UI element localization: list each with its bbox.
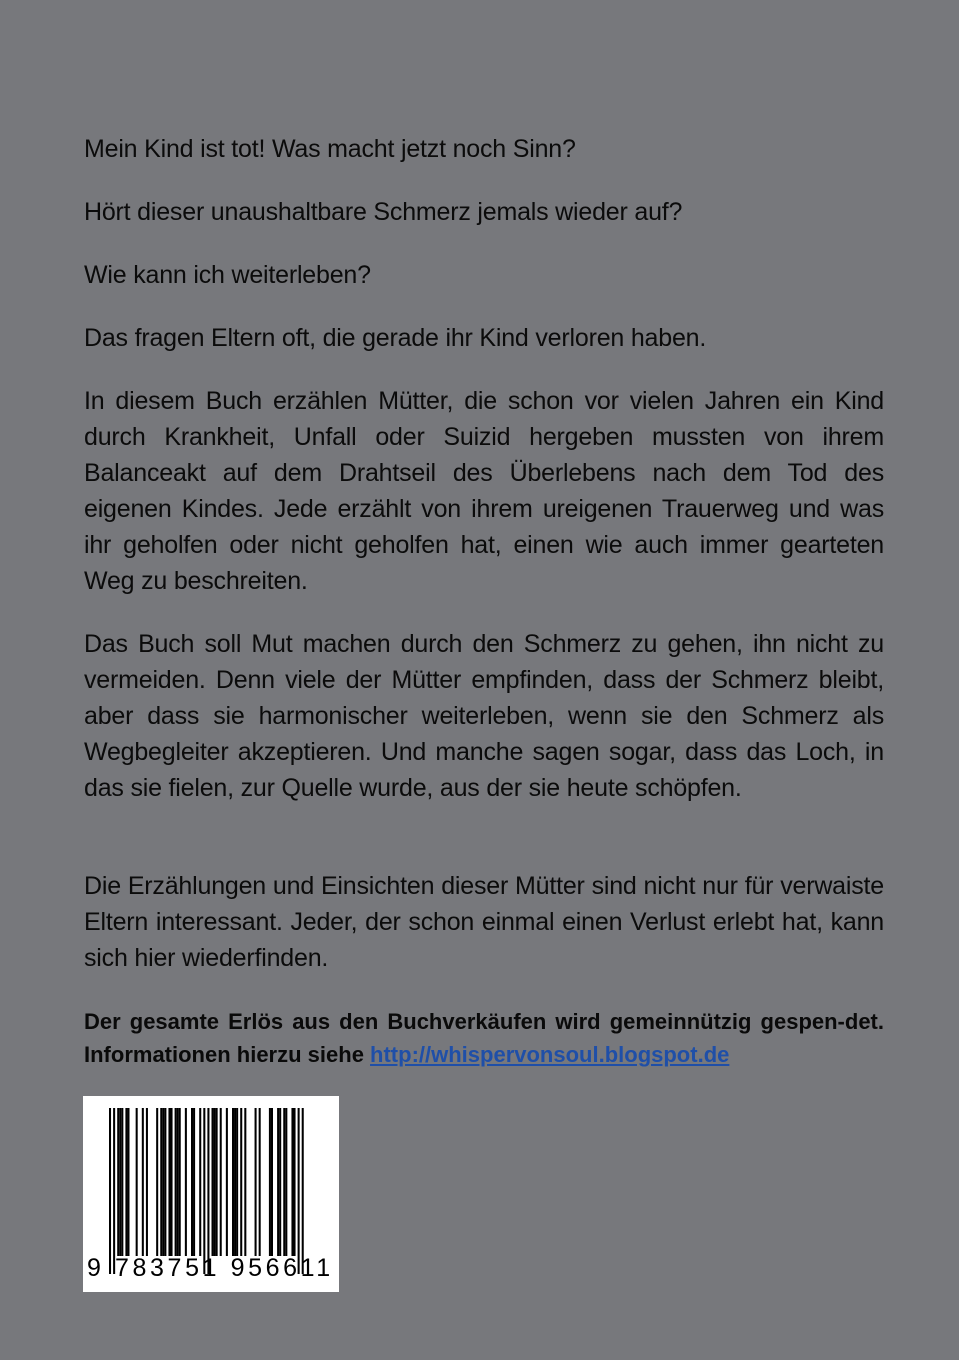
barcode-bar (191, 1108, 193, 1256)
barcode-bar (279, 1108, 281, 1256)
barcode-bar (259, 1108, 261, 1256)
barcode-bar (285, 1108, 287, 1256)
barcode-bar (136, 1108, 138, 1256)
barcode-bar (179, 1108, 181, 1256)
barcode-bar (302, 1108, 304, 1274)
barcode-bar (240, 1108, 242, 1256)
barcode-bar (113, 1108, 115, 1274)
barcode-bar (207, 1108, 209, 1274)
barcode-bar (160, 1108, 162, 1256)
barcode-bar (203, 1108, 205, 1274)
barcode-bar (185, 1108, 187, 1256)
barcode-bar (168, 1108, 170, 1256)
barcode-bar (271, 1108, 273, 1256)
barcode-bar (255, 1108, 257, 1256)
barcode-bar (193, 1108, 195, 1256)
barcode-bar (283, 1108, 285, 1256)
isbn-number: 9 783751 956611 (87, 1254, 334, 1282)
barcode-bar (291, 1108, 293, 1256)
blurb-paragraph-1: In diesem Buch erzählen Mütter, die schon vor vielen Jahren ein Kind durch Krankheit, Unfall oder Suizid hergeben mussten von ihrem Balanceakt auf dem Drahtseil des Überlebens nach dem Tod des eigenen Kindes. Jede erzählt von ihrem ureigenen Trauerweg und was ihr geholfen oder nicht geholfen hat, einen wie auch immer gearteten Weg zu beschreiten. (84, 387, 884, 595)
barcode-bar (119, 1108, 121, 1256)
barcode-bar (146, 1108, 148, 1256)
barcode-bar (142, 1108, 144, 1256)
barcode-bar (298, 1108, 300, 1274)
barcode-bar (212, 1108, 214, 1256)
second-question: Hört dieser unaushaltbare Schmerz jemals wieder auf? (84, 198, 683, 226)
opening-question: Mein Kind ist tot! Was macht jetzt noch Sinn? (84, 135, 576, 163)
barcode-bar (171, 1108, 173, 1256)
donation-note-text: Der gesamte Erlös aus den Buchverkäufen wird gemeinnützig gespen-det. Informationen hierzu siehe (84, 1009, 884, 1067)
barcode-bar (109, 1108, 111, 1274)
barcode-bar (121, 1108, 123, 1256)
barcode-bar (214, 1108, 216, 1256)
blurb-paragraph-3: Die Erzählungen und Einsichten dieser Mütter sind nicht nur für verwaiste Eltern interessant. Jeder, der schon einmal einen Verlust erlebt hat, kann sich hier wiederfinden. (84, 872, 884, 972)
barcode-bar (177, 1108, 179, 1256)
barcode-bar (175, 1108, 177, 1256)
barcode-bar (236, 1108, 238, 1256)
intro-statement: Das fragen Eltern oft, die gerade ihr Kind verloren haben. (84, 324, 707, 352)
barcode-bar (234, 1108, 236, 1256)
barcode-bar (277, 1108, 279, 1256)
blog-link[interactable]: http://whispervonsoul.blogspot.de (370, 1042, 730, 1067)
donation-note (84, 1005, 884, 1071)
barcode-bar (199, 1108, 201, 1256)
barcode-bar (156, 1108, 158, 1256)
blurb-paragraph-2: Das Buch soll Mut machen durch den Schmerz zu gehen, ihn nicht zu vermeiden. Denn viele der Mütter empfinden, dass der Schmerz bleibt, aber dass sie harmonischer weiterleben, wenn sie den Schmerz als Wegbegleiter akzeptieren. Und manche sagen sogar, dass das Loch, in das sie fielen, zur Quelle wurde, aus der sie heute schöpfen. (84, 630, 884, 802)
barcode-bar (117, 1108, 119, 1256)
barcode-bar (226, 1108, 228, 1256)
barcode-bar (127, 1108, 129, 1256)
barcode-bar (162, 1108, 164, 1256)
barcode-bar (294, 1108, 296, 1256)
isbn-barcode (83, 1096, 339, 1292)
barcode-bar (220, 1108, 222, 1256)
barcode-bar (125, 1108, 127, 1256)
barcode-bar (269, 1108, 271, 1256)
barcode-bar (216, 1108, 218, 1256)
barcode-bar (164, 1108, 166, 1256)
barcode-bar (244, 1108, 246, 1256)
barcode-bar (232, 1108, 234, 1256)
third-question: Wie kann ich weiterleben? (84, 261, 371, 289)
